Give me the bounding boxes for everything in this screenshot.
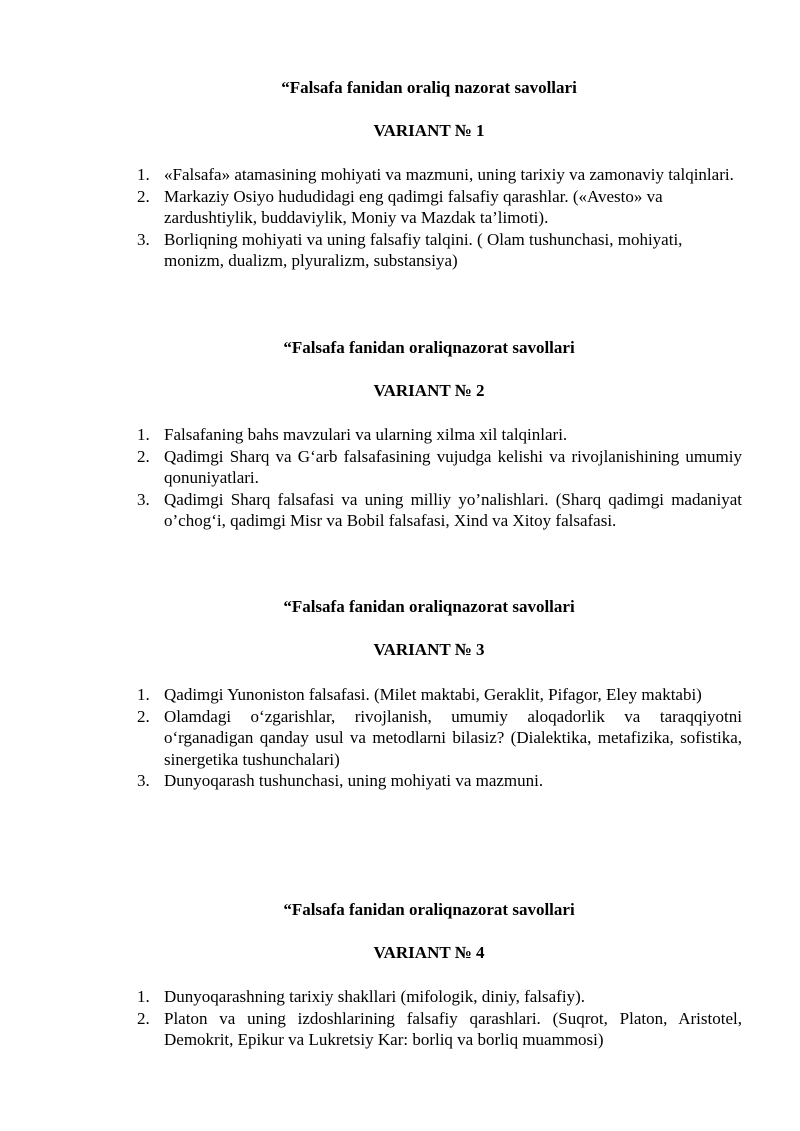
- list-item: [0, 164, 742, 186]
- question-number: 3.: [137, 771, 150, 790]
- list-item: [0, 446, 742, 489]
- list-item: [0, 424, 742, 446]
- list-item: [0, 186, 742, 229]
- question-number: 3.: [137, 489, 150, 509]
- question-text: Qadimgi Sharq falsafasi va uning milliy yo’nalishlari. (Sharq qadimgi madaniyat o’chog‘i, qadimgi Misr va Bobil falsafasi, Xind va Xitoy falsafasi.: [164, 489, 742, 530]
- question-number: 2.: [137, 186, 150, 206]
- question-number: 3.: [137, 229, 150, 249]
- variant-heading: VARIANT № 1: [373, 121, 485, 140]
- question-text: Borliqning mohiyati va uning falsafiy talqini. ( Olam tushunchasi, mohiyati, monizm, dualizm, plyuralizm, substansiya): [164, 229, 683, 270]
- question-text: Platon va uning izdoshlarining falsafiy qarashlari. (Suqrot, Platon, Aristotel, Demokrit, Epikur va Lukretsiy Kar: borliq va borliq muammosi): [164, 1008, 742, 1049]
- question-text: «Falsafa» atamasining mohiyati va mazmuni, uning tarixiy va zamonaviy talqinlari.: [164, 165, 734, 184]
- question-text: Dunyoqarash tushunchasi, uning mohiyati va mazmuni.: [164, 771, 544, 790]
- question-list: [0, 986, 742, 1051]
- variant-heading: VARIANT № 2: [373, 381, 485, 400]
- question-number: 1.: [137, 987, 150, 1006]
- question-list: [0, 424, 742, 532]
- list-item: [0, 1008, 742, 1051]
- list-item: [0, 770, 742, 792]
- question-number: 1.: [137, 165, 150, 184]
- list-item: [0, 986, 742, 1008]
- list-item: [0, 684, 742, 706]
- question-text: Dunyoqarashning tarixiy shakllari (mifologik, diniy, falsafiy).: [164, 987, 585, 1006]
- question-list: [0, 684, 742, 792]
- variant-heading: VARIANT № 4: [373, 943, 485, 962]
- variant-heading: VARIANT № 3: [373, 640, 485, 659]
- question-text: Markaziy Osiyo hududidagi eng qadimgi falsafiy qarashlar. («Avesto» va zardushtiylik, buddaviylik, Moniy va Mazdak ta’limoti).: [164, 186, 663, 227]
- question-text: Olamdagi o‘zgarishlar, rivojlanish, umumiy aloqadorlik va taraqqiyotni o‘rganadigan qanday usul va metodlarni bilasiz? (Dialektika, metafizika, sofistika, sinergetika tushunchalari): [164, 706, 742, 769]
- list-item: [0, 489, 742, 532]
- question-number: 1.: [137, 685, 150, 704]
- question-number: 2.: [137, 706, 150, 726]
- section-title: “Falsafa fanidan oraliq nazorat savollari: [281, 78, 577, 97]
- question-number: 2.: [137, 446, 150, 466]
- question-text: Qadimgi Sharq va G‘arb falsafasining vujudga kelishi va rivojlanishining umumiy qonuniyatlari.: [164, 446, 742, 487]
- question-number: 2.: [137, 1008, 150, 1028]
- section-title: “Falsafa fanidan oraliqnazorat savollari: [283, 338, 575, 357]
- list-item: [0, 229, 742, 272]
- list-item: [0, 706, 742, 771]
- question-text: Falsafaning bahs mavzulari va ularning xilma xil talqinlari.: [164, 425, 568, 444]
- question-text: Qadimgi Yunoniston falsafasi. (Milet maktabi, Geraklit, Pifagor, Eley maktabi): [164, 685, 702, 704]
- section-title: “Falsafa fanidan oraliqnazorat savollari: [283, 900, 575, 919]
- question-list: [0, 164, 742, 272]
- question-number: 1.: [137, 425, 150, 444]
- section-title: “Falsafa fanidan oraliqnazorat savollari: [283, 597, 575, 616]
